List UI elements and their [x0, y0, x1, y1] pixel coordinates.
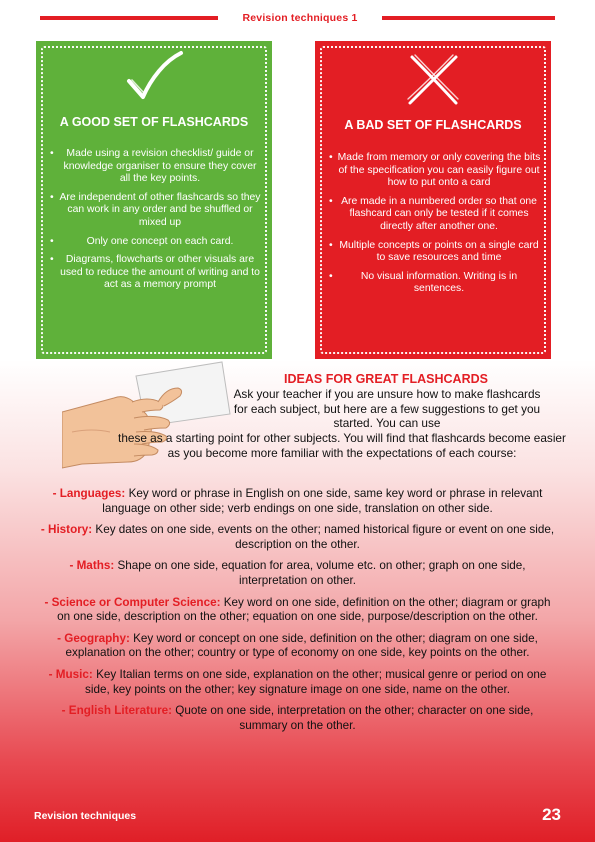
header-title: Revision techniques 1	[242, 12, 358, 24]
list-item: • Only one concept on each card.	[50, 236, 262, 249]
page-header	[0, 14, 595, 24]
tip-label: - Music:	[48, 667, 93, 681]
tip-label: - Maths:	[69, 559, 115, 573]
cross-icon	[315, 49, 551, 116]
tip-english-literature	[40, 704, 555, 733]
tip-languages	[40, 487, 555, 516]
good-card-points	[50, 148, 262, 298]
list-item: • Diagrams, flowcharts or other visuals are used to reduce the amount of writing and to act as a memory prompt	[50, 254, 262, 292]
tip-history	[40, 523, 555, 552]
tip-text: Quote on one side, interpretation on the other; character on one side, summary on the other.	[172, 704, 534, 732]
tip-music	[40, 668, 555, 697]
tip-science	[40, 596, 555, 625]
list-item: • No visual information. Writing is in sentences.	[329, 271, 541, 296]
tip-text: Key word or concept on one side, definition on the other; diagram on one side, explanation on the other; country or type of economy on one side, key points on the other.	[65, 631, 538, 660]
good-flashcards-card	[36, 41, 272, 359]
list-item: • Made from memory or only covering the bits of the specification you can easily figure out how to put onto a card	[329, 152, 541, 190]
tip-label: - History:	[40, 523, 93, 537]
tick-icon	[36, 47, 272, 114]
header-rule-right	[382, 16, 555, 20]
ideas-intro-continued: these as a starting point for other subjects. You will find that flashcards become easier as you become more familiar with the expectations of each course:	[118, 431, 566, 460]
tip-text: Key word on one side, definition on the other; diagram or graph on one side, description on the other; equation on one side, purpose/description on the other.	[57, 595, 551, 624]
ideas-title: IDEAS FOR GREAT FLASHCARDS	[284, 372, 488, 386]
list-item: • Multiple concepts or points on a single card to save resources and time	[329, 240, 541, 265]
list-item: • Are independent of other flashcards so they can work in any order and be shuffled or mixed up	[50, 192, 262, 230]
list-item: • Are made in a numbered order so that one flashcard can only be tested if it comes directly after another one.	[329, 196, 541, 234]
tip-maths	[40, 559, 555, 588]
tip-text: Key word or phrase in English on one side, same key word or phrase in relevant language on other side; verb endings on one side, translation on other side.	[102, 487, 543, 515]
page-number: 23	[542, 805, 561, 824]
header-rule-left	[40, 16, 218, 20]
subject-tips-list	[40, 487, 555, 740]
list-item: • Made using a revision checklist/ guide or knowledge organiser to ensure they cover all the key points.	[50, 148, 262, 186]
tip-label: - Geography:	[57, 631, 130, 645]
tip-text: Key Italian terms on one side, explanation on the other; musical genre or period on one side, key points on the other; key signature image on one side, name on the other.	[85, 667, 547, 696]
tip-label: - Languages:	[52, 487, 126, 500]
bad-card-points	[329, 152, 541, 302]
bad-flashcards-card	[315, 41, 551, 359]
footer-label: Revision techniques	[34, 810, 137, 822]
tip-label: - English Literature:	[61, 704, 173, 718]
hand-holding-card-illustration	[62, 358, 232, 488]
tip-label: - Science or Computer Science:	[44, 595, 221, 609]
tip-geography	[40, 632, 555, 661]
bad-card-title: A BAD SET OF FLASHCARDS	[344, 118, 522, 132]
good-card-title: A GOOD SET OF FLASHCARDS	[59, 115, 249, 129]
ideas-intro: Ask your teacher if you are unsure how to make flashcards for each subject, but here are a few suggestions to get you started. You can use	[233, 387, 541, 431]
tip-text: Shape on one side, equation for area, volume etc. on other; graph on one side, interpretation on other.	[114, 559, 526, 587]
tip-text: Key dates on one side, events on the other; named historical figure or event on one side, description on the other.	[92, 523, 555, 551]
